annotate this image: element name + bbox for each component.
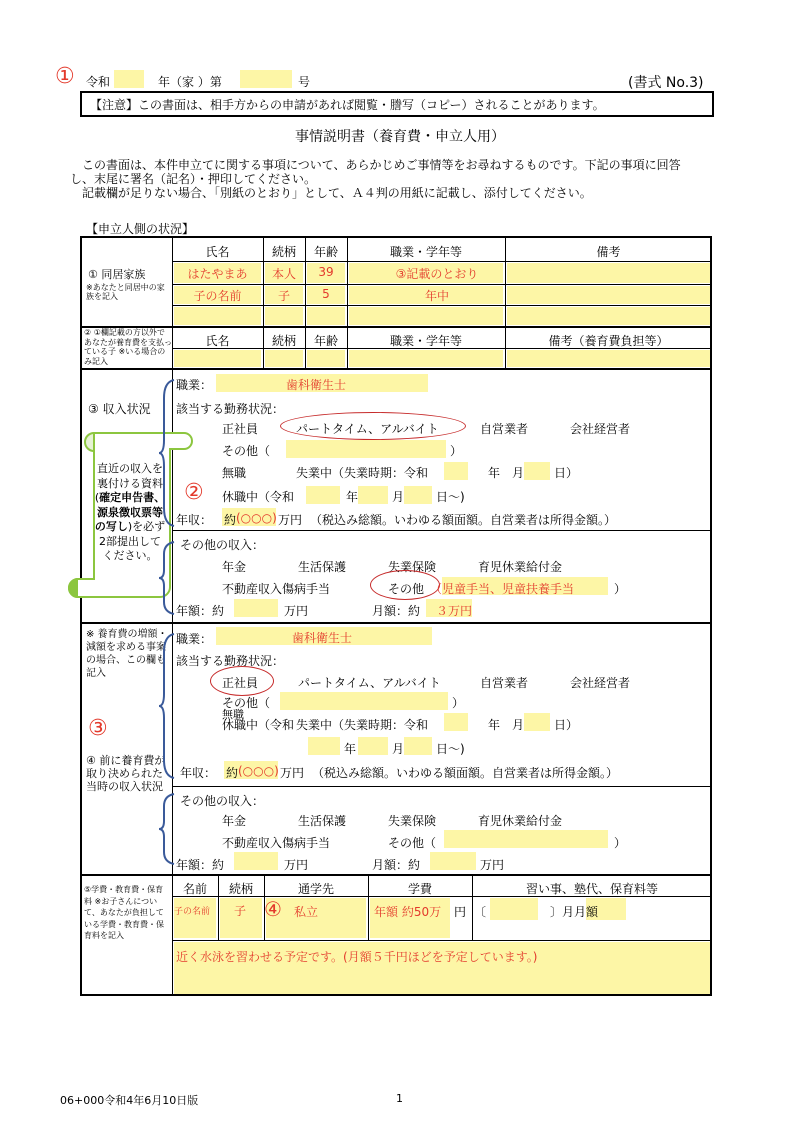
annotation-1: ① [55, 64, 75, 89]
hh-header-name: 氏名 [205, 245, 230, 259]
edu-rel[interactable]: 子 [234, 904, 247, 918]
job-value[interactable]: 歯科衛生士 [286, 378, 347, 392]
status-parttime[interactable]: パートタイム、アルバイト [296, 422, 439, 436]
income-label: ③ 収入状況 [88, 402, 151, 416]
household-note: ※あなたと同居中の家族を記入 [86, 283, 165, 301]
hh-row1-rel[interactable]: 本人 [271, 267, 296, 281]
other-status-label: その他（ [222, 444, 271, 458]
year-field[interactable] [114, 70, 144, 88]
status-fulltime[interactable]: 正社員 [222, 422, 259, 436]
annual-label: 年収： [176, 513, 213, 527]
hh-header-rel: 続柄 [271, 245, 296, 259]
hh-header-job: 職業・学年等 [389, 245, 462, 259]
hh-row1-job[interactable]: ③記載のとおり [395, 267, 479, 281]
co-header-job: 職業・学年等 [389, 334, 462, 348]
education-label: ⑤学費・教育費・保育料 ※お子さんについて、あなたが負担している学費・教育費・保育料を記入 [84, 885, 164, 940]
brace-3 [158, 632, 178, 780]
past-fulltime-circle [210, 666, 274, 696]
other-status-field[interactable] [286, 440, 446, 458]
notice-text: 【注意】この書面は、相手方からの申請があれば閲覧・謄写（コピー）されることがあります。 [90, 98, 605, 112]
brace-2 [158, 540, 178, 616]
intro-line-2: し、末尾に署名（記名）・押印してください。 [70, 172, 317, 186]
monthly-value[interactable]: ３万円 [436, 604, 473, 618]
other-income-label: その他の収入： [180, 538, 265, 552]
footer-page: 1 [396, 1092, 403, 1105]
job-label: 職業： [176, 378, 213, 392]
past-income-label: ④ 前に養育費が取り決められた当時の収入状況 [86, 754, 166, 793]
unemployed-label[interactable]: 無職 [222, 466, 247, 480]
co-header-name: 氏名 [205, 334, 230, 348]
case-number-field[interactable] [240, 70, 292, 88]
edu-fee[interactable]: 年額 約50万 [374, 905, 442, 919]
status-label: 該当する勤務状況： [176, 402, 285, 416]
past-status-fulltime[interactable]: 正社員 [222, 676, 259, 690]
annual-note: （税込み総額。いわゆる額面額。自営業者は所得金額。） [310, 513, 617, 527]
reiwa-label: 令和 [86, 75, 111, 89]
status-executive[interactable]: 会社経営者 [570, 422, 631, 436]
hh-row1-name[interactable]: はたやまあ [187, 267, 248, 281]
hh-header-note: 備考 [596, 245, 621, 259]
hh-row2-age[interactable]: 5 [322, 287, 330, 301]
scroll-note-text: 直近の収入を裏付ける資料(確定申告書、源泉徴収票等の写し)を必ず2部提出してください。 [94, 462, 166, 562]
case-label: 年（家 ）第 [158, 75, 222, 89]
past-income-note: ※ 養育費の増額・減額を求める事案の場合、この欄も記入 [86, 629, 168, 679]
parttime-circle [280, 412, 466, 440]
edu-school[interactable]: 私立 [294, 905, 319, 919]
co-header-age: 年齢 [313, 334, 338, 348]
edu-name[interactable]: 子の名前 [174, 907, 211, 917]
hh-row2-name[interactable]: 子の名前 [193, 289, 242, 303]
annotation-3: ③ [88, 716, 108, 741]
leave-label[interactable]: 休職中（令和 [222, 490, 295, 504]
past-annual-value[interactable]: (○○○) [238, 764, 279, 778]
annual-value[interactable]: (○○○) [236, 511, 277, 525]
go-label: 号 [298, 75, 311, 89]
edu-comment[interactable]: 近く水泳を習わせる予定です。(月額５千円ほどを予定しています。) [176, 950, 538, 964]
unemployed-period[interactable]: 失業中（失業時期：令和 [296, 466, 429, 480]
children-other-label: ② ①欄記載の方以外であなたが養育費を支払っている子 ※いる場合のみ記入 [84, 328, 172, 366]
past-job-value[interactable]: 歯科衛生士 [292, 631, 353, 645]
format-label: (書式 No.3) [628, 75, 704, 91]
annotation-2: ② [184, 480, 204, 505]
hh-row2-job[interactable]: 年中 [424, 289, 449, 303]
brace-1 [158, 378, 178, 528]
hh-header-age: 年齢 [313, 245, 338, 259]
page-title: 事情説明書（養育費・申立人用） [295, 129, 505, 145]
intro-line-1: この書面は、本件申立てに関する事項について、あらかじめご事情等をお尋ねするものです。下記の事項に回答 [82, 158, 681, 172]
household-label: ① 同居家族 [88, 268, 146, 281]
other-income-detail[interactable]: （児童手当、児童扶養手当 [430, 582, 575, 596]
section-label: 【申立人側の状況】 [86, 222, 195, 236]
intro-line-3: 記載欄が足りない場合、「別紙のとおり」として、Ａ４判の用紙に記載し、添付してください。 [82, 186, 592, 200]
footer-version: 06+000令和4年6月10日版 [60, 1094, 199, 1107]
brace-4 [158, 792, 178, 866]
co-header-rel: 続柄 [271, 334, 296, 348]
co-header-note: 備考（養育費負担等） [548, 334, 669, 348]
hh-row1-age[interactable]: 39 [318, 265, 334, 279]
status-selfemployed[interactable]: 自営業者 [480, 422, 529, 436]
annotation-4: ④ [264, 897, 282, 921]
hh-row2-rel[interactable]: 子 [277, 289, 290, 303]
